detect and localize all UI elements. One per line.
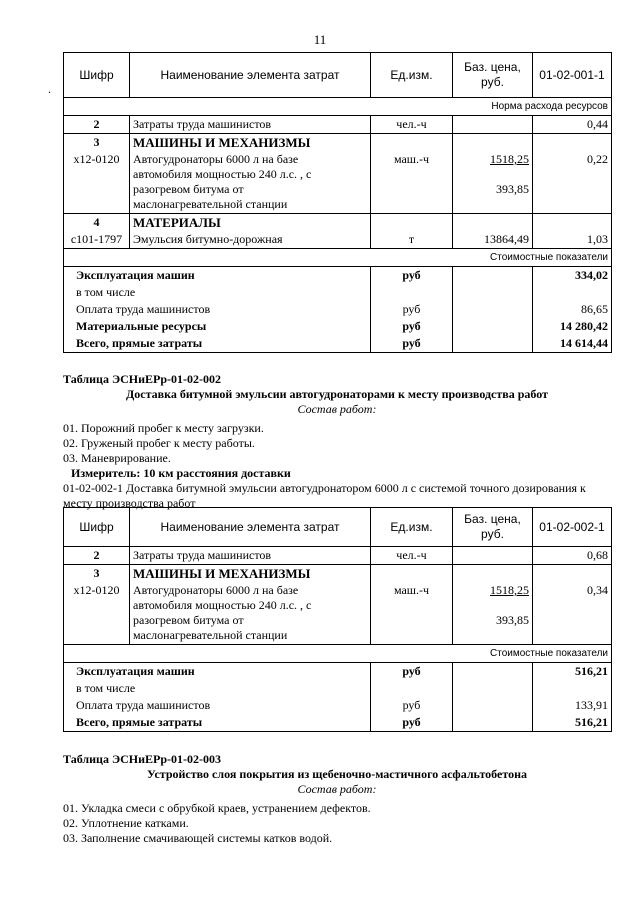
work-step: 02. Уплотнение катками. <box>63 816 189 830</box>
row-unit: чел.-ч <box>371 116 453 134</box>
table-row <box>64 231 612 249</box>
summary-row: Оплата труда машинистов руб 86,65 <box>64 301 612 318</box>
table-row <box>64 116 612 134</box>
row-price: 13864,49 <box>453 231 533 249</box>
work-step: 01. Порожний пробег к месту загрузки. <box>63 421 264 435</box>
header-code-column: 01-02-002-1 <box>533 508 612 547</box>
table-row <box>64 151 612 214</box>
work-step: 01. Укладка смеси с обрубкой краев, устранением дефектов. <box>63 801 371 815</box>
section-number: 4 <box>64 214 130 232</box>
stray-mark: . <box>48 82 51 96</box>
summary-row: Материальные ресурсы руб 14 280,42 <box>64 318 612 335</box>
section-title: МАТЕРИАЛЫ <box>130 214 371 232</box>
row-code: х12-0120 <box>64 151 130 214</box>
meter: Измеритель: 10 км расстояния доставки <box>71 466 291 480</box>
norm-bar: Норма расхода ресурсов <box>64 98 612 116</box>
summary-row: Эксплуатация машин руб 334,02 <box>64 267 612 285</box>
row-value: 0,34 <box>533 582 612 645</box>
summary-row: Оплата труда машинистов руб 133,91 <box>64 697 612 714</box>
row-code: 2 <box>64 547 130 565</box>
section-number: 3 <box>64 565 130 583</box>
row-price: 1518,25 393,85 <box>453 582 533 645</box>
composition-heading: Состав работ: <box>297 402 377 416</box>
header-code-column: 01-02-001-1 <box>533 53 612 98</box>
page-number: 11 <box>313 32 327 47</box>
section-3-intro <box>63 752 611 846</box>
row-name: Затраты труда машинистов <box>130 116 371 134</box>
row-name: Автогудронаторы 6000 л на базе автомобиля мощностью 240 л.с. , с разогревом битума от маслонагревательной станции <box>130 582 371 645</box>
row-code: с101-1797 <box>64 231 130 249</box>
table-title: Доставка битумной эмульсии автогудронаторами к месту производства работ <box>126 387 548 401</box>
composition-heading: Состав работ: <box>297 782 377 796</box>
resource-table-1 <box>63 52 612 353</box>
header-price: Баз. цена, руб. <box>453 508 533 547</box>
header-code: Шифр <box>64 508 130 547</box>
header-price: Баз. цена, руб. <box>453 53 533 98</box>
row-value: 0,68 <box>533 547 612 565</box>
row-name: Автогудронаторы 6000 л на базе автомобиля мощностью 240 л.с. , с разогревом битума от маслонагревательной станции <box>130 151 371 214</box>
cost-bar: Стоимостные показатели <box>64 249 612 267</box>
table-row <box>64 582 612 645</box>
row-value: 0,22 <box>533 151 612 214</box>
row-unit: маш.-ч <box>371 582 453 645</box>
row-unit: чел.-ч <box>371 547 453 565</box>
section-header <box>64 214 612 232</box>
description: 01-02-002-1 Доставка битумной эмульсии автогудронатором 6000 л с системой точного дозирования к месту производства работ <box>63 481 586 510</box>
header-name: Наименование элемента затрат <box>130 508 371 547</box>
row-code: 2 <box>64 116 130 134</box>
row-code: х12-0120 <box>64 582 130 645</box>
row-name: Эмульсия битумно-дорожная <box>130 231 371 249</box>
row-value: 1,03 <box>533 231 612 249</box>
header-unit: Ед.изм. <box>371 508 453 547</box>
section-number: 3 <box>64 134 130 152</box>
row-value: 0,44 <box>533 116 612 134</box>
row-name: Затраты труда машинистов <box>130 547 371 565</box>
summary-row: Всего, прямые затраты руб 14 614,44 <box>64 335 612 353</box>
resource-table-2 <box>63 507 612 732</box>
table-row <box>64 547 612 565</box>
section-title: МАШИНЫ И МЕХАНИЗМЫ <box>130 134 371 152</box>
work-step: 02. Груженый пробег к месту работы. <box>63 436 255 450</box>
work-step: 03. Заполнение смачивающей системы катков водой. <box>63 831 333 845</box>
row-price: 1518,25 393,85 <box>453 151 533 214</box>
row-unit: маш.-ч <box>371 151 453 214</box>
cost-bar: Стоимостные показатели <box>64 645 612 663</box>
section-title: МАШИНЫ И МЕХАНИЗМЫ <box>130 565 371 583</box>
table-name: Таблица ЭСНиЕРр-01-02-003 <box>63 752 222 766</box>
header-code: Шифр <box>64 53 130 98</box>
summary-row: Эксплуатация машин руб 516,21 <box>64 663 612 681</box>
work-step: 03. Маневрирование. <box>63 451 171 465</box>
row-unit: т <box>371 231 453 249</box>
section-2-intro <box>63 372 611 511</box>
table-title: Устройство слоя покрытия из щебеночно-мастичного асфальтобетона <box>146 767 528 781</box>
header-unit: Ед.изм. <box>371 53 453 98</box>
table-name: Таблица ЭСНиЕРр-01-02-002 <box>63 372 222 386</box>
header-name: Наименование элемента затрат <box>130 53 371 98</box>
summary-row: Всего, прямые затраты руб 516,21 <box>64 714 612 732</box>
summary-row: в том числе <box>64 680 612 697</box>
summary-row: в том числе <box>64 284 612 301</box>
section-header <box>64 565 612 583</box>
section-header <box>64 134 612 152</box>
